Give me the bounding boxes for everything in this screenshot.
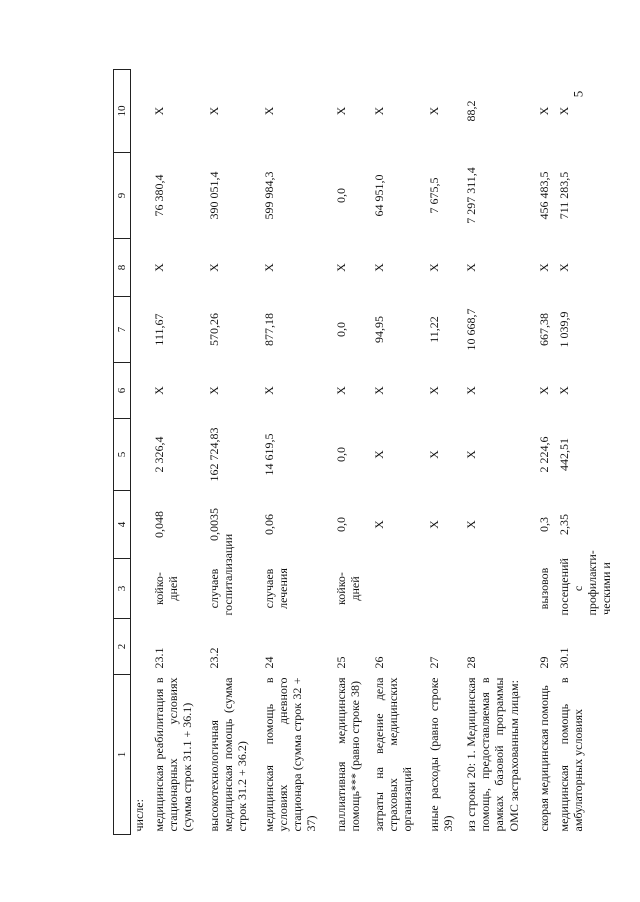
table-row xyxy=(463,70,535,835)
column-header: 8 xyxy=(114,239,131,297)
table-row xyxy=(206,70,261,835)
row-cell: Х xyxy=(334,106,349,116)
table-row xyxy=(261,70,333,835)
row-code: 26 xyxy=(371,656,386,669)
row-cell: 442,51 xyxy=(556,438,571,471)
row-cell: Х xyxy=(536,263,551,272)
row-cell: Х xyxy=(206,106,221,116)
column-header: 9 xyxy=(114,153,131,239)
column-header: 2 xyxy=(114,619,131,675)
rotated-table-container xyxy=(113,70,628,835)
table-row xyxy=(151,70,206,835)
row-cell: 2 326,4 xyxy=(152,436,167,473)
row-cell: 7 675,5 xyxy=(426,177,441,214)
row-cell: Х xyxy=(426,450,441,459)
row-cell: Х xyxy=(206,263,221,272)
row-cell: Х xyxy=(371,263,386,272)
row-cell xyxy=(131,239,152,297)
row-cell: Х xyxy=(464,263,479,272)
row-name: скорая медицинская помощь xyxy=(536,685,551,832)
row-code xyxy=(131,619,152,675)
row-cell: Х xyxy=(261,263,276,272)
row-cell: Х xyxy=(426,263,441,272)
row-cell: Х xyxy=(334,386,349,395)
row-cell: Х xyxy=(556,106,571,116)
row-name: паллиативная медицинская помощь*** (равно строке 38) xyxy=(334,677,363,832)
row-code: 23.2 xyxy=(206,647,221,669)
row-cell: 0,06 xyxy=(261,514,276,535)
row-cell: 390 051,4 xyxy=(206,171,221,220)
row-cell: Х xyxy=(371,520,386,529)
row-cell: Х xyxy=(371,450,386,459)
row-cell: Х xyxy=(371,386,386,395)
row-cell: Х xyxy=(464,450,479,459)
row-cell xyxy=(131,363,152,419)
table-row xyxy=(426,70,463,835)
row-cell: 11,22 xyxy=(426,316,441,343)
row-cell: Х xyxy=(426,386,441,395)
row-cell: 599 984,3 xyxy=(261,171,276,220)
row-cell: Х xyxy=(426,106,441,116)
row-cell: 10 668,7 xyxy=(464,308,479,351)
financing-table xyxy=(113,69,628,835)
row-cell: 456 483,5 xyxy=(536,171,551,220)
row-cell: 94,95 xyxy=(371,316,386,343)
row-cell: 667,38 xyxy=(536,313,551,346)
row-cell: Х xyxy=(261,106,276,116)
row-cell: 76 380,4 xyxy=(152,174,167,217)
row-cell: 0,0 xyxy=(334,322,349,337)
row-cell: 2 224,6 xyxy=(536,436,551,473)
row-cell: Х xyxy=(556,263,571,272)
row-name: медицинская помощь в амбулаторных условиях xyxy=(556,677,585,832)
row-cell: Х xyxy=(464,386,479,395)
row-cell xyxy=(131,419,152,491)
row-unit xyxy=(463,559,535,619)
column-header: 7 xyxy=(114,297,131,363)
row-cell: Х xyxy=(206,386,221,395)
row-unit: посещений с профилакти-ческими и xyxy=(556,550,613,616)
page-number: 5 xyxy=(570,90,586,98)
row-cell: Х xyxy=(152,263,167,272)
row-cell: Х xyxy=(152,106,167,116)
row-cell: Х xyxy=(334,263,349,272)
column-header: 10 xyxy=(114,70,131,153)
row-cell: 570,26 xyxy=(206,313,221,346)
row-name: из строки 20: 1. Медицинская помощь, предоставляемая в рамках базовой программы ОМС застрахованным лицам: xyxy=(464,677,521,832)
row-cell: 0,0035 xyxy=(206,508,221,541)
table-row xyxy=(131,70,152,835)
row-cell: 7 297 311,4 xyxy=(464,167,479,224)
row-unit xyxy=(131,559,152,619)
column-header: 6 xyxy=(114,363,131,419)
table-row xyxy=(536,70,556,835)
row-unit: койко-дней xyxy=(152,572,181,605)
row-cell: 88,2 xyxy=(464,100,479,122)
row-cell: 0,0 xyxy=(334,447,349,462)
row-cell xyxy=(131,491,152,559)
table-row xyxy=(333,70,370,835)
row-cell: Х xyxy=(426,520,441,529)
row-name: затраты на ведение дела страховых медицинских организаций xyxy=(371,677,415,832)
row-code: 30.1 xyxy=(556,647,571,669)
table-row xyxy=(371,70,426,835)
row-code: 28 xyxy=(464,656,479,669)
row-cell: Х xyxy=(261,386,276,395)
row-cell: 1 039,9 xyxy=(556,311,571,348)
column-header: 3 xyxy=(114,559,131,619)
row-code: 29 xyxy=(536,656,551,669)
row-cell: Х xyxy=(464,520,479,529)
row-code: 27 xyxy=(426,656,441,669)
row-unit xyxy=(371,559,426,619)
row-cell: Х xyxy=(536,386,551,395)
row-cell: 0,3 xyxy=(536,517,551,532)
row-cell xyxy=(131,70,152,153)
row-cell: 14 619,5 xyxy=(261,433,276,476)
row-cell: 0,0 xyxy=(334,188,349,203)
row-name: числе: xyxy=(132,799,146,832)
row-cell: 711 283,5 xyxy=(556,171,571,220)
column-header: 4 xyxy=(114,491,131,559)
row-unit xyxy=(426,559,463,619)
row-name: медицинская помощь в условиях дневного стационара (сумма строк 32 + 37) xyxy=(261,677,319,832)
row-unit: случаев госпитализации xyxy=(206,533,236,616)
row-cell: 64 951,0 xyxy=(371,174,386,217)
row-unit: случаев лечения xyxy=(261,568,291,609)
row-cell: 877,18 xyxy=(261,313,276,346)
row-unit: вызовов xyxy=(536,567,551,610)
row-name: высокотехнологичная медицинская помощь (сумма строк 31.2 + 36.2) xyxy=(206,677,250,832)
row-cell: 0,0 xyxy=(334,517,349,532)
row-name: иные расходы (равно строке 39) xyxy=(426,677,455,832)
row-cell: 111,67 xyxy=(152,313,167,346)
column-header: 1 xyxy=(114,675,131,835)
row-code: 25 xyxy=(334,656,349,669)
row-cell: Х xyxy=(556,386,571,395)
row-code: 23.1 xyxy=(152,647,167,669)
column-header: 5 xyxy=(114,419,131,491)
row-cell xyxy=(131,153,152,239)
row-code: 24 xyxy=(261,656,276,669)
row-cell: 0,048 xyxy=(152,511,167,538)
row-name: медицинская реабилитация в стационарных условиях (сумма строк 31.1 + 36.1) xyxy=(152,677,195,832)
table-row xyxy=(556,70,629,835)
row-unit: койко-дней xyxy=(334,572,363,605)
row-cell: Х xyxy=(152,386,167,395)
row-cell: 162 724,83 xyxy=(206,427,221,482)
row-cell: Х xyxy=(371,106,386,116)
row-cell: Х xyxy=(536,106,551,116)
row-cell: 2,35 xyxy=(556,514,571,535)
header-row xyxy=(114,70,131,835)
row-cell xyxy=(131,297,152,363)
